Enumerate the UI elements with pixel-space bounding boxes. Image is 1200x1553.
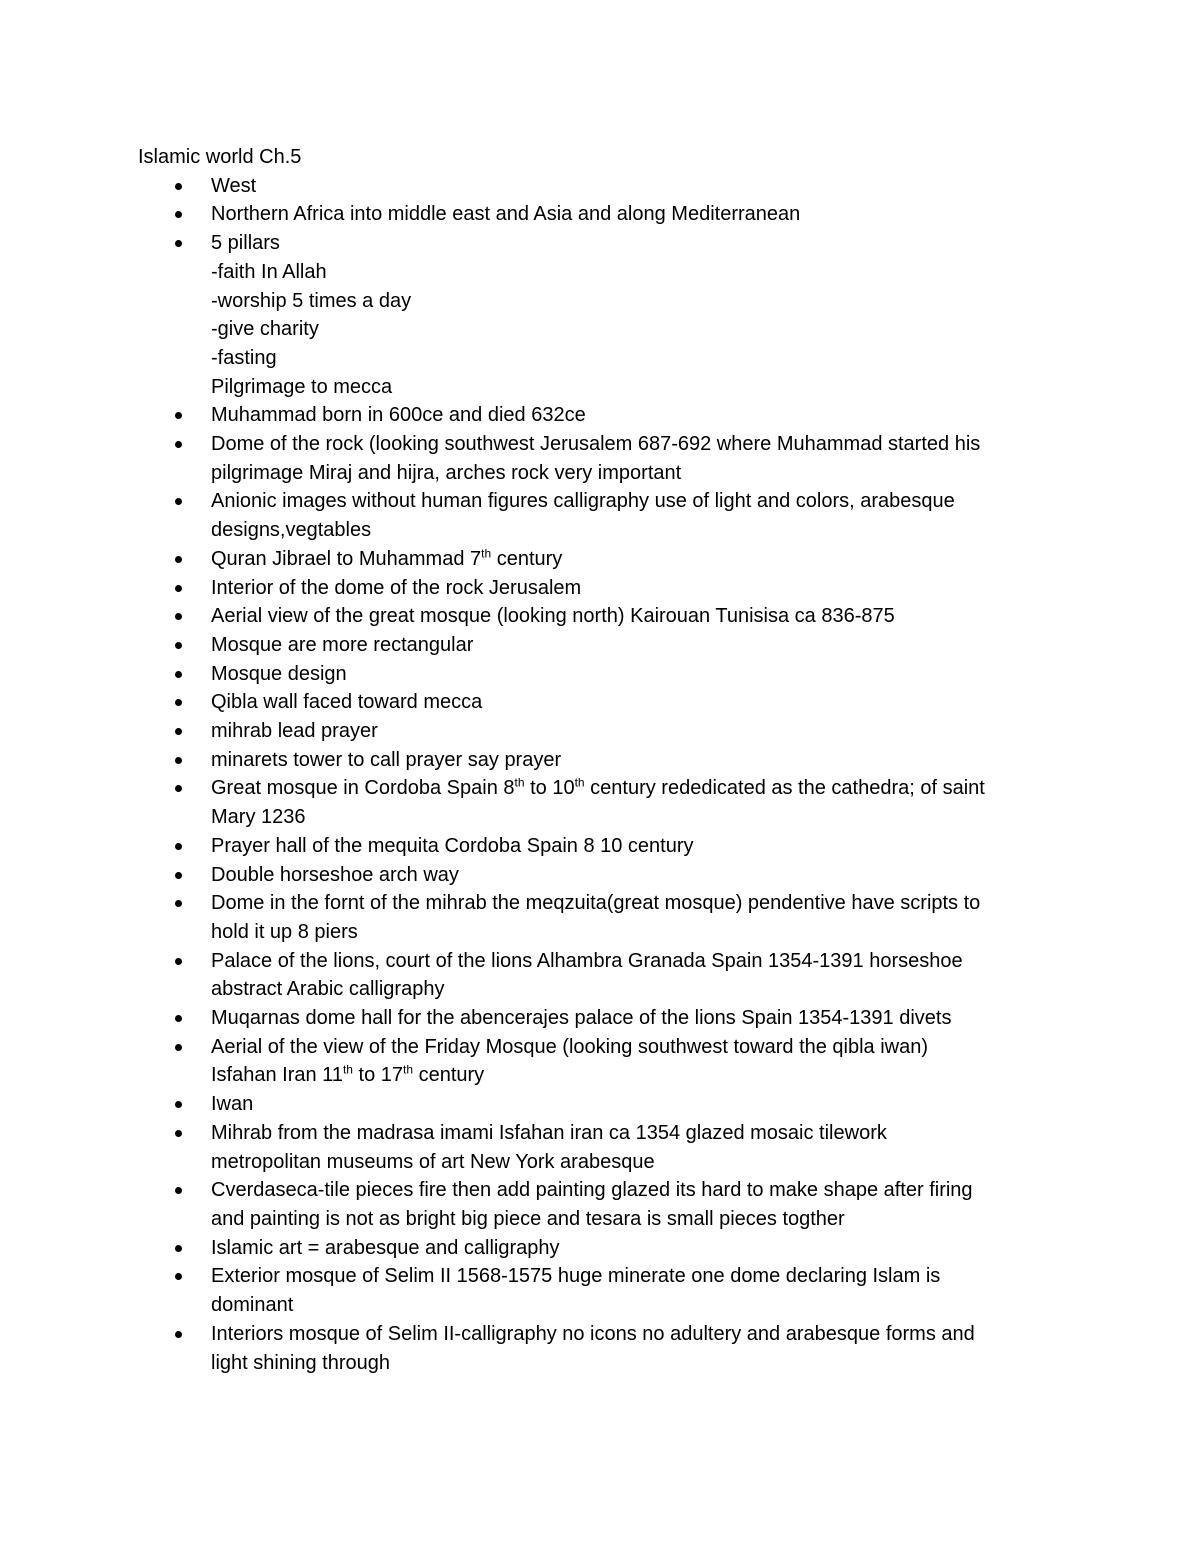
text-run: hold it up 8 piers [211,920,358,943]
list-item [0,229,1061,401]
list-item [0,746,1061,775]
bullet-icon [175,728,182,735]
bullet-icon [175,1331,182,1338]
list-item [0,1320,1061,1377]
list-item [0,602,1061,631]
list-item-text [211,975,1061,1004]
bullet-icon [175,785,182,792]
text-run: century [413,1064,485,1087]
bullet-icon [175,498,182,505]
text-run: Aerial of the view of the Friday Mosque (looking southwest toward the qibla iwan) [211,1035,929,1058]
bullet-icon [175,1187,182,1194]
text-run: century [491,547,563,570]
list-item [0,861,1061,890]
text-run: Prayer hall of the mequita Cordoba Spain 8 10 century [211,834,694,857]
list-item-text [211,1262,1061,1291]
list-item-text [211,1176,1061,1205]
list-item [0,1119,1061,1176]
notes-list [0,172,1200,1378]
list-item [0,631,1061,660]
list-item-text [211,487,1061,516]
text-run: Dome in the fornt of the mihrab the meqzuita(great mosque) pendentive have scripts to [211,892,981,915]
list-item [0,1004,1061,1033]
text-run: Mosque design [211,662,347,685]
text-run: century rededicated as the cathedra; of saint [584,777,985,800]
list-item-text [211,1349,1061,1378]
list-item-text [211,889,1061,918]
text-run: West [211,174,257,197]
bullet-icon [175,441,182,448]
list-item-text [211,1004,1061,1033]
list-item [0,660,1061,689]
text-run: Iwan [211,1093,254,1116]
list-item-text [211,200,1061,229]
list-item-text [211,229,1061,258]
superscript: th [403,1062,414,1077]
document-title: Islamic world Ch.5 [138,146,302,168]
bullet-icon [175,613,182,620]
text-run: metropolitan museums of art New York arabesque [211,1150,655,1173]
text-run: Dome of the rock (looking southwest Jerusalem 687-692 where Muhammad started his [211,433,981,456]
bullet-icon [175,757,182,764]
list-item-text [211,1119,1061,1148]
text-run: Palace of the lions, court of the lions Alhambra Granada Spain 1354-1391 horseshoe [211,949,963,972]
bullet-icon [175,958,182,965]
superscript: th [574,775,585,790]
list-item-text [211,602,1061,631]
sub-item: Pilgrimage to mecca [211,375,393,398]
text-run: Interior of the dome of the rock Jerusalem [211,576,582,599]
list-item-text [211,918,1061,947]
list-item [0,401,1061,430]
list-item-text [211,1234,1061,1263]
bullet-icon [175,642,182,649]
list-item [0,688,1061,717]
list-item [0,832,1061,861]
list-item-text [211,1090,1061,1119]
text-run: designs,vegtables [211,519,372,542]
list-item-text [211,947,1061,976]
text-run: Muqarnas dome hall for the abencerajes palace of the lions Spain 1354-1391 divets [211,1007,952,1030]
list-item-text [211,516,1061,545]
list-item [0,200,1061,229]
text-run: Great mosque in Cordoba Spain 8 [211,777,515,800]
list-item-text [211,172,1061,201]
text-run: Anionic images without human figures calligraphy use of light and colors, arabesque [211,490,955,513]
list-item [0,487,1061,544]
list-item-text [211,1291,1061,1320]
bullet-icon [175,900,182,907]
text-run: Islamic art = arabesque and calligraphy [211,1236,560,1259]
list-item [0,1234,1061,1263]
list-item-text [211,1033,1061,1062]
bullet-icon [175,1015,182,1022]
text-run: Cverdaseca-tile pieces fire then add painting glazed its hard to make shape after firing [211,1179,973,1202]
list-item [0,1262,1061,1319]
text-run: light shining through [211,1351,391,1374]
sub-item: -faith In Allah [211,260,327,283]
text-run: Qibla wall faced toward mecca [211,691,483,714]
text-run: Aerial view of the great mosque (looking north) Kairouan Tunisisa ca 836-875 [211,605,895,628]
text-run: mihrab lead prayer [211,720,378,743]
text-run: Exterior mosque of Selim II 1568-1575 huge minerate one dome declaring Islam is [211,1265,941,1288]
text-run: Interiors mosque of Selim II-calligraphy no icons no adultery and arabesque forms and [211,1322,975,1345]
list-item-text [211,832,1061,861]
text-run: and painting is not as bright big piece and tesara is small pieces togther [211,1208,845,1230]
text-run: Quran Jibrael to Muhammad 7 [211,547,482,570]
list-item [0,1176,1061,1233]
list-item [0,574,1061,603]
text-run: to 17 [352,1064,404,1087]
bullet-icon [175,183,182,190]
text-run: minarets tower to call prayer say prayer [211,748,562,771]
text-run: pilgrimage Miraj and hijra, arches rock very important [211,461,682,484]
bullet-icon [175,211,182,218]
bullet-icon [175,412,182,419]
sub-item: -give charity [211,318,319,341]
bullet-icon [175,240,182,247]
text-run: Mary 1236 [211,806,306,829]
text-run: dominant [211,1294,294,1317]
list-item-text [211,774,1061,803]
list-item [0,889,1061,946]
superscript: th [514,775,525,790]
bullet-icon [175,556,182,563]
sub-item: -fasting [211,346,277,369]
bullet-icon [175,1101,182,1108]
list-item-text [211,574,1061,603]
list-item [0,1033,1061,1090]
bullet-icon [175,1044,182,1051]
list-item-text [211,430,1061,459]
text-run: Muhammad born in 600ce and died 632ce [211,404,586,427]
list-item-text [211,1148,1061,1177]
list-item-text [211,545,1061,574]
list-item [0,717,1061,746]
superscript: th [481,546,492,561]
text-run: Mihrab from the madrasa imami Isfahan iran ca 1354 glazed mosaic tilework [211,1121,887,1144]
list-item [0,1090,1061,1119]
superscript: th [342,1062,353,1077]
list-item-text [211,1205,1061,1234]
bullet-icon [175,1245,182,1252]
list-item-text [211,717,1061,746]
text-run: Mosque are more rectangular [211,633,474,656]
bullet-icon [175,671,182,678]
bullet-icon [175,872,182,879]
bullet-icon [175,1130,182,1137]
text-run: abstract Arabic calligraphy [211,978,445,1001]
text-run: Double horseshoe arch way [211,863,459,886]
list-item-text [211,746,1061,775]
bullet-icon [175,699,182,706]
text-run: Isfahan Iran 11 [211,1064,343,1087]
list-item-text [211,459,1061,488]
list-item-text [211,861,1061,890]
list-item-text [211,631,1061,660]
list-item [0,774,1061,831]
list-item [0,545,1061,574]
text-run: to 10 [524,777,575,800]
list-item-text [211,660,1061,689]
bullet-icon [175,1273,182,1280]
bullet-icon [175,843,182,850]
list-item [0,947,1061,1004]
list-item [0,172,1061,201]
text-run: 5 pillars [211,232,280,255]
bullet-icon [175,585,182,592]
list-item-text [211,803,1061,832]
list-item-text [211,1061,1061,1090]
text-run: Northern Africa into middle east and Asia and along Mediterranean [211,203,801,226]
list-item [0,430,1061,487]
list-item-text [211,1320,1061,1349]
sub-item: -worship 5 times a day [211,289,412,312]
list-item-text [211,688,1061,717]
list-item-text [211,401,1061,430]
